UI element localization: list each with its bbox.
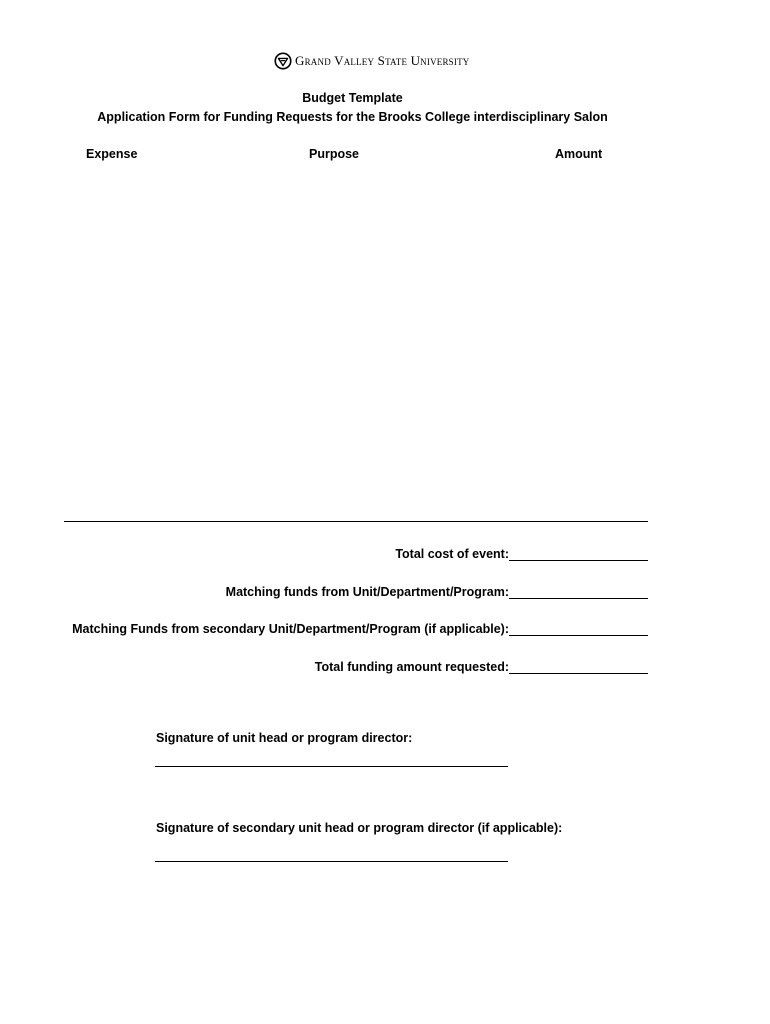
table-divider-line [64, 521, 648, 522]
university-logo [274, 51, 469, 71]
university-name: Grand Valley State University [295, 53, 470, 68]
total-cost-label: Total cost of event: [395, 547, 509, 561]
summary-row-total-cost [395, 543, 648, 561]
column-header-purpose: Purpose [309, 147, 360, 161]
summary-row-total-requested [315, 656, 648, 674]
matching-funds-label: Matching funds from Unit/Department/Program: [225, 585, 509, 599]
secondary-signature-field[interactable] [155, 861, 508, 862]
total-cost-field[interactable] [509, 546, 648, 561]
secondary-matching-label: Matching Funds from secondary Unit/Department/Program (if applicable): [72, 622, 509, 636]
secondary-matching-field[interactable] [509, 621, 648, 636]
matching-funds-field[interactable] [509, 584, 648, 599]
document-title: Budget Template [302, 91, 403, 105]
total-requested-field[interactable] [509, 659, 648, 674]
column-header-expense: Expense [86, 147, 138, 161]
primary-signature-field[interactable] [155, 766, 508, 767]
column-header-amount: Amount [555, 147, 603, 161]
secondary-signature-label: Signature of secondary unit head or program director (if applicable): [156, 821, 563, 835]
gvsu-seal-icon [274, 52, 292, 70]
primary-signature-label: Signature of unit head or program director: [156, 731, 413, 745]
document-subtitle: Application Form for Funding Requests for the Brooks College interdisciplinary Salon [97, 110, 608, 124]
summary-row-matching-funds [226, 581, 648, 599]
total-requested-label: Total funding amount requested: [314, 660, 509, 674]
summary-row-secondary-matching [72, 618, 648, 636]
